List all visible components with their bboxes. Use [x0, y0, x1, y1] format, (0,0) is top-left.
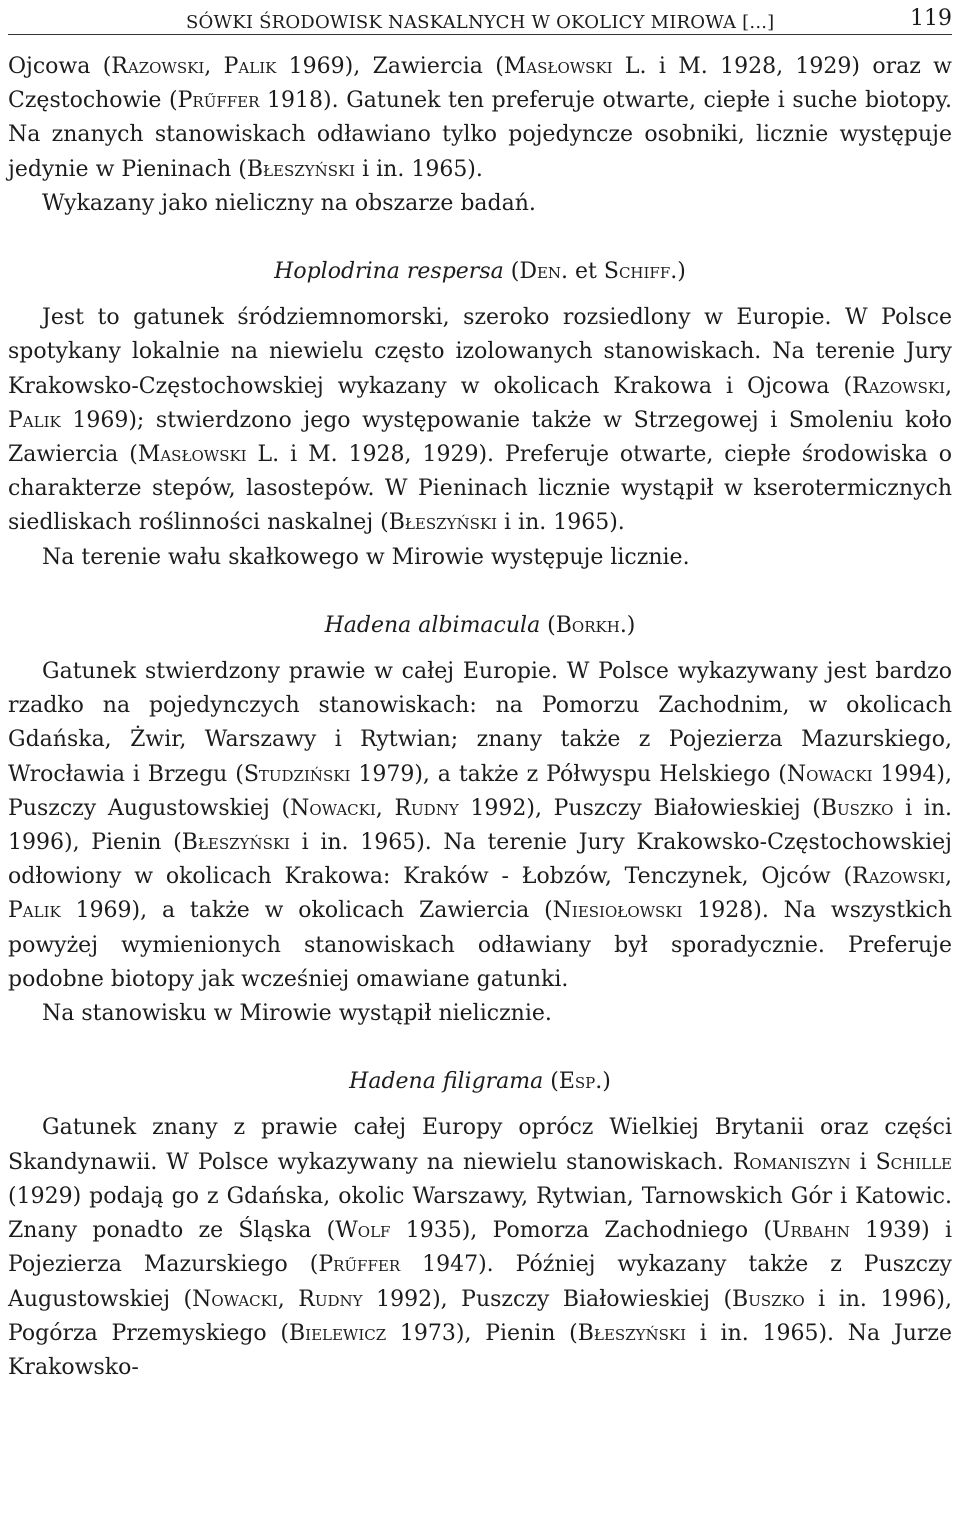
text-run: L. i M. 1928, 1929) oraz w Częstochowie ( [8, 54, 952, 114]
author-name: Den [519, 259, 562, 285]
text-run: 1973), Pienin ( [386, 1320, 578, 1346]
text-run: , [375, 795, 395, 821]
species-heading [8, 255, 952, 289]
text-run: , [945, 864, 952, 890]
paragraph [8, 187, 952, 221]
author-name: Błeszyński [577, 1320, 687, 1346]
text-run: Na terenie wału skałkowego w Mirowie występuje licznie. [42, 544, 690, 570]
text-run: i in. 1965). [497, 510, 625, 536]
text-run: 1992), Puszczy Białowieskiej ( [362, 1286, 733, 1312]
author-name: Masłowski [503, 54, 613, 79]
text-run: , [945, 373, 952, 399]
author-name: Razowski [852, 864, 945, 890]
paragraph [8, 655, 952, 997]
paragraph [8, 997, 952, 1031]
body-text [8, 50, 952, 1385]
author-name: Niesiołowski [552, 898, 683, 924]
text-run: 1992), Puszczy Białowieskiej ( [458, 795, 821, 821]
text-run: i in. 1996), Pogórza Przemyskiego ( [8, 1286, 952, 1346]
author-name: Buszko [732, 1286, 805, 1312]
species-name: Hoplodrina respersa [274, 259, 504, 285]
species-name: Hadena albimacula [324, 612, 541, 638]
text-run: .) [619, 612, 636, 638]
author-name: Studziński [243, 761, 351, 787]
text-run: (1929) podają go z Gdańska, okolic Warszawy, Rytwian, Tarnowskich Gór i Katowic. Znany ponadto ze Śląska ( [8, 1183, 952, 1244]
text-run: 1994), Puszczy Augustowskiej ( [8, 761, 952, 821]
text-run: i [850, 1149, 876, 1175]
text-run: i in. 1965). [355, 156, 483, 182]
author-name: Palik [223, 54, 277, 79]
text-run: Ojcowa ( [8, 54, 112, 79]
paragraph [8, 1111, 952, 1385]
text-run: .) [670, 259, 686, 285]
text-run: ( [543, 1069, 559, 1095]
text-run: , [204, 54, 224, 79]
author-name: Schille [875, 1149, 952, 1175]
author-name: Romaniszyn [732, 1149, 851, 1175]
text-run: Gatunek stwierdzony prawie w całej Europie. W Polsce wykazywany jest bardzo rzadko na pojedynczych stanowiskach: na Pomorzu Zachodnim, w okolicach Gdańska, Żwir, Warszawy i Rytwian; znany także z Pojezierza Mazurskiego, Wrocławia i Brzegu ( [8, 659, 952, 787]
text-run: 1935), Pomorza Zachodniego ( [390, 1218, 772, 1244]
author-name: Borkh [555, 612, 620, 638]
text-run: 1979), a także z Półwyspu Helskiego ( [350, 761, 787, 787]
author-name: Palik [8, 407, 61, 433]
running-title: SÓWKI ŚRODOWISK NASKALNYCH W OKOLICY MIROWA [...] [186, 12, 775, 33]
author-name: Razowski [852, 373, 945, 399]
author-name: Prűffer [318, 1252, 401, 1278]
section-gap [8, 643, 952, 655]
author-name: Nowacki [290, 795, 376, 821]
text-run: L. i M. 1928, 1929). Preferuje otwarte, ciepłe środowiska o charakterze stepów, lasostepów. W Pieninach licznie wystąpił w kserotermicznych siedliskach roślinności naskalnej ( [8, 442, 952, 536]
author-name: Błeszyński [388, 510, 498, 536]
author-name: Bielewicz [288, 1320, 387, 1346]
text-run: i in. 1965). Na Jurze Krakowsko- [8, 1320, 952, 1380]
section-gap [8, 575, 952, 609]
author-name: Esp [558, 1069, 596, 1095]
species-heading [8, 1065, 952, 1099]
text-run: 1969), a także w okolicach Zawiercia ( [60, 898, 553, 924]
text-run: 1928). Na wszystkich powyżej wymienionych stanowiskach odławiany był sporadycznie. Preferuje podobne biotopy jak wcześniej omawiane gatunki. [8, 898, 952, 992]
text-run: .) [595, 1069, 611, 1095]
author-name: Nowacki [192, 1286, 278, 1312]
author-name: Razowski [111, 54, 205, 79]
text-run: 1969), Zawiercia ( [276, 54, 504, 79]
paragraph [8, 301, 952, 540]
author-name: Błeszyński [181, 830, 290, 856]
paragraph [8, 50, 952, 187]
text-run: 1918). Gatunek ten preferuje otwarte, ciepłe i suche biotopy. Na znanych stanowiskach odławiano tylko pojedyncze osobniki, licznie występuje jedynie w Pieninach ( [8, 88, 952, 182]
author-name: Schiff [603, 259, 671, 285]
text-run: ( [503, 259, 520, 285]
section-gap [8, 289, 952, 301]
author-name: Błeszyński [246, 156, 356, 182]
text-run: 1947). Później wykazany także z Puszczy Augustowskiej ( [8, 1252, 952, 1312]
page-number: 119 [910, 6, 952, 31]
author-name: Palik [8, 898, 61, 924]
text-run: Gatunek znany z prawie całej Europy oprócz Wielkiej Brytanii oraz części Skandynawii. W Polsce wykazywany na niewielu stanowiskach. [8, 1115, 952, 1175]
text-run: 1969); stwierdzono jego występowanie także w Strzegowej i Smoleniu koło Zawiercia ( [8, 407, 952, 468]
author-name: Nowacki [786, 761, 873, 787]
text-run: . et [561, 259, 604, 285]
text-run: , [277, 1286, 299, 1312]
text-run: i in. 1996), Pienin ( [8, 795, 952, 856]
text-run: ( [540, 612, 556, 638]
author-name: Buszko [820, 795, 894, 821]
author-name: Prűffer [177, 88, 260, 114]
species-name: Hadena filigrama [349, 1069, 544, 1095]
text-run: 1939) i Pojezierza Mazurskiego ( [8, 1218, 953, 1278]
author-name: Rudny [298, 1286, 363, 1312]
author-name: Rudny [394, 795, 459, 821]
author-name: Wolf [335, 1218, 391, 1244]
running-header [8, 4, 952, 35]
author-name: Masłowski [137, 442, 247, 468]
text-run: Wykazany jako nieliczny na obszarze badań. [42, 190, 536, 216]
section-gap [8, 1099, 952, 1111]
text-run: Na stanowisku w Mirowie wystąpił nielicznie. [42, 1001, 552, 1027]
species-heading [8, 609, 952, 643]
author-name: Urbahn [771, 1218, 850, 1244]
text-run: i in. 1965). Na terenie Jury Krakowsko-Częstochowskiej odłowiony w okolicach Krakowa: Kraków - Łobzów, Tenczynek, Ojców ( [8, 830, 952, 890]
paragraph [8, 541, 952, 575]
section-gap [8, 1031, 952, 1065]
section-gap [8, 221, 952, 255]
text-run: Jest to gatunek śródziemnomorski, szeroko rozsiedlony w Europie. W Polsce spotykany lokalnie na niewielu często izolowanych stanowiskach. Na terenie Jury Krakowsko-Częstochowskiej wykazany w okolicach Krakowa i Ojcowa ( [8, 305, 952, 399]
